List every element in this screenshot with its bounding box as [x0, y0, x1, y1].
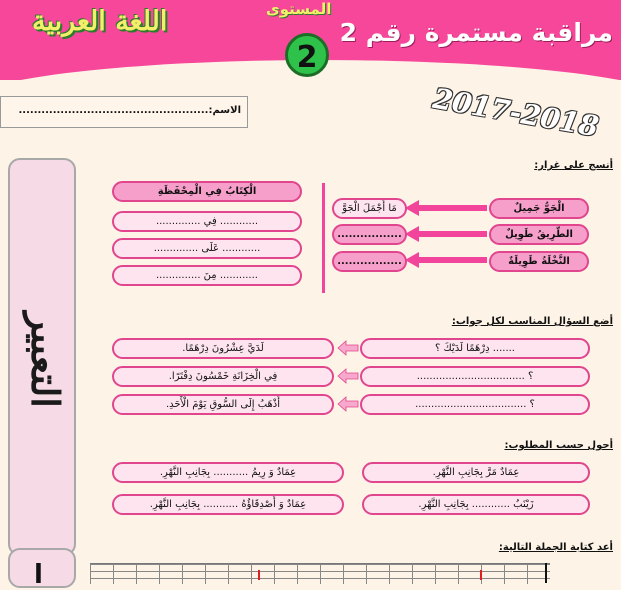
side-panel-2-title: ا — [34, 560, 43, 590]
s1-arrow-shaft — [417, 205, 487, 211]
s1-arrows — [405, 200, 490, 270]
s3-left: عِمَادٌ مَرَّ بِجَانِبِ النَّهْرِ. — [362, 462, 590, 483]
s3-right[interactable]: عِمَادٌ وَ رِيمُ ........... بِجَانِبِ النَّهْرِ. — [112, 462, 344, 483]
s2-answer: لَدَيَّ عِشْرُونَ دِرْهَمًا. — [112, 338, 334, 359]
s2-arrow — [338, 341, 358, 355]
s2-arrows — [336, 338, 362, 418]
s2-question[interactable]: ؟ .................................. — [360, 366, 590, 387]
grid-red-mark — [258, 570, 260, 580]
level-label: المستوى — [266, 0, 332, 18]
s2-arrow — [338, 369, 358, 383]
level-badge: 2 — [285, 33, 329, 77]
subject-title: اللغة العربية — [32, 6, 168, 37]
section2-title: أضع السؤال المناسب لكل جواب: — [451, 316, 613, 327]
name-field[interactable]: الاسم:.................................................. — [0, 96, 248, 128]
s2-question[interactable]: ؟ ................................... — [360, 394, 590, 415]
s2-arrow — [338, 397, 358, 411]
school-year: 2017-2018 — [430, 81, 602, 144]
section3-title: أحول حسب المطلوب: — [504, 440, 613, 451]
s1-arrow-shaft — [417, 257, 487, 263]
s1-item: النَّخْلَةُ طَوِيلَةٌ — [489, 251, 589, 272]
s2-question: ....... دِرْهَمًا لَدَيْكَ ؟ — [360, 338, 590, 359]
s1-item: الطَّرِيقُ طَوِيلٌ — [489, 224, 589, 245]
s2-answer: فِي الْخِزَانَةِ خَمْسُونَ دِفْتَرًا. — [112, 366, 334, 387]
section4-title: أعد كتابة الجملة التالية: — [498, 542, 613, 553]
s1-right-item[interactable]: ............ عَلَى .............. — [112, 238, 302, 259]
s3-left[interactable]: زَيْنَبُ ............ بِجَانِبِ النَّهْرِ. — [362, 494, 590, 515]
s1-arrow-head — [405, 252, 419, 268]
s3-right[interactable]: عِمَادٌ وَ أَصْدِقَاؤُهُ ........... بِجَانِبِ النَّهْرِ. — [112, 494, 344, 515]
s1-right-item[interactable]: ............ مِنَ .............. — [112, 265, 302, 286]
s1-item: الْجَوُّ جَمِيلٌ — [489, 198, 589, 219]
s1-answer[interactable]: مَا أَجْمَلَ الْجَوَّ — [332, 198, 407, 219]
section1-divider — [322, 183, 325, 293]
s1-arrow-shaft — [417, 231, 487, 237]
grid-red-mark — [480, 570, 482, 580]
section1-title: أنسج على غرار: — [534, 160, 613, 171]
s1-right-item: الْكِتَابُ فِي الْمِحْفَظَةِ — [112, 181, 302, 202]
exam-title: مراقبة مستمرة رقم 2 — [339, 18, 613, 47]
s1-right-item[interactable]: ............ فِي .............. — [112, 211, 302, 232]
s1-arrow-head — [405, 200, 419, 216]
s1-arrow-head — [405, 226, 419, 242]
writing-grid-margin — [545, 563, 547, 583]
side-panel-title: التعبير — [23, 312, 68, 408]
s2-answer: أَذْهَبُ إِلَى السُّوقِ يَوْمَ الْأَحَدِ. — [112, 394, 334, 415]
s1-answer[interactable]: ................. — [332, 251, 407, 272]
s1-answer[interactable]: ................. — [332, 224, 407, 245]
